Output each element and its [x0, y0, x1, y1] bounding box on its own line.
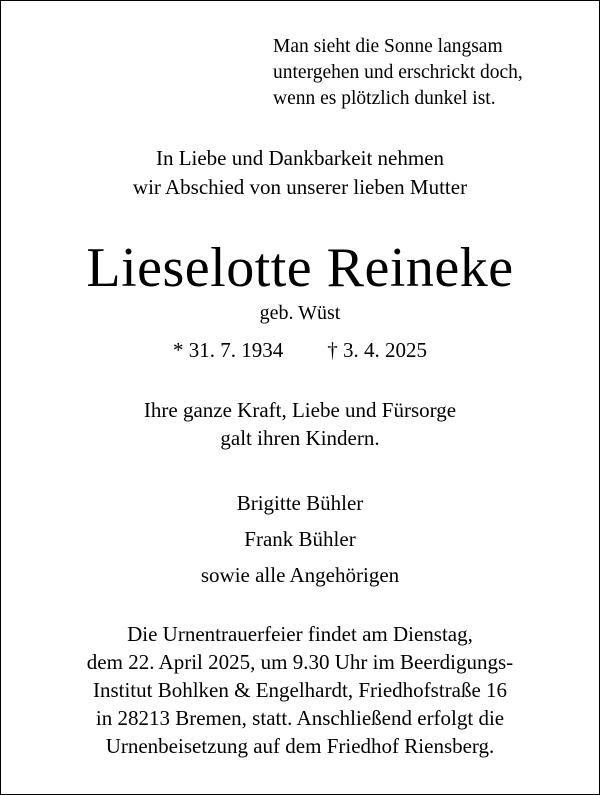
deceased-name: Lieselotte Reineke [86, 237, 514, 299]
poem-line: wenn es plötzlich dunkel ist. [273, 88, 496, 109]
poem-line: Man sieht die Sonne langsam [273, 36, 503, 57]
info-line: Die Urnentrauerfeier findet am Dienstag, [127, 622, 473, 646]
mourner-name: Brigitte Bühler [236, 491, 364, 515]
tribute-line: galt ihren Kindern. [220, 426, 380, 450]
birth-date: * 31. 7. 1934 [173, 338, 284, 362]
info-line: Urnenbeisetzung auf dem Friedhof Riensberg. [105, 734, 495, 758]
poem-line: untergehen und erschrickt doch, [273, 62, 523, 83]
death-date: † 3. 4. 2025 [327, 338, 427, 362]
funeral-info [0, 620, 600, 760]
life-dates [0, 336, 600, 364]
info-line: Institut Bohlken & Engelhardt, Friedhofstraße 16 [92, 678, 508, 702]
info-line: in 28213 Bremen, statt. Anschließend erfolgt die [95, 706, 505, 730]
intro-text [0, 144, 600, 202]
intro-line: wir Abschied von unserer lieben Mutter [132, 175, 468, 199]
poem-quote [273, 34, 523, 112]
mourner-name: sowie alle Angehörigen [200, 563, 400, 587]
maiden-name: geb. Wüst [259, 302, 341, 324]
tribute-text [0, 396, 600, 452]
info-line: dem 22. April 2025, um 9.30 Uhr im Beerdigungs- [86, 650, 514, 674]
intro-line: In Liebe und Dankbarkeit nehmen [155, 146, 445, 170]
mourner-name: Frank Bühler [244, 527, 356, 551]
tribute-line: Ihre ganze Kraft, Liebe und Fürsorge [143, 398, 457, 422]
mourners-list [0, 485, 600, 593]
